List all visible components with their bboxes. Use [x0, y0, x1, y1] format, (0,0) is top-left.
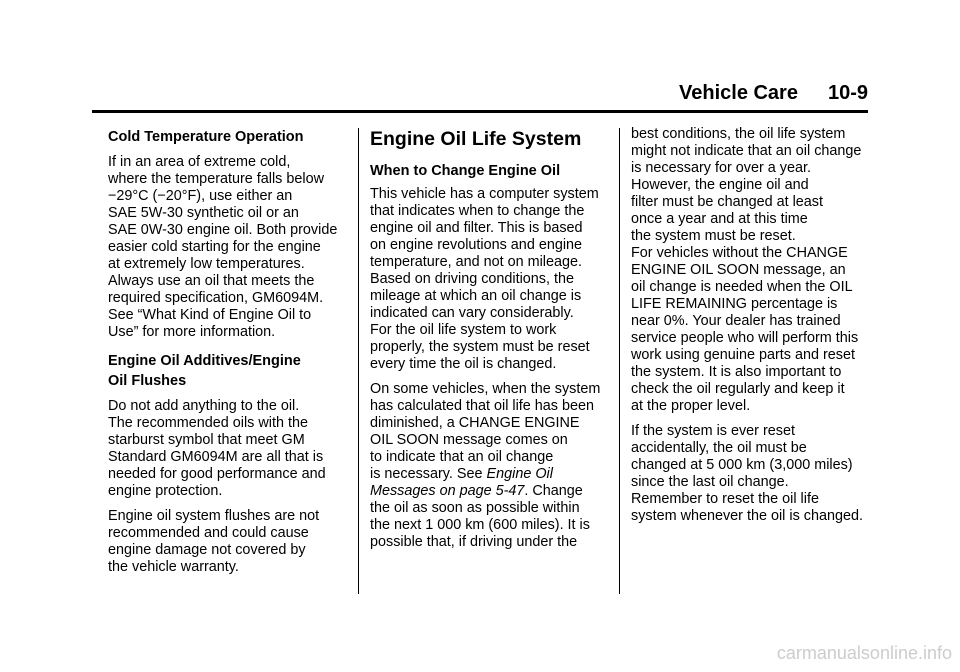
oil-life-system-title: Engine Oil Life System: [370, 128, 582, 150]
reset-accidentally-paragraph: If the system is ever reset accidentally, the oil must be changed at 5 000 km (3,000 miles) since the last oil change. Remember to reset the oil life system whenever the oil is changed.: [631, 423, 863, 524]
column-left: [108, 126, 348, 584]
change-message-paragraph: [370, 381, 610, 551]
page-number: 10-9: [827, 82, 868, 104]
cross-reference-link[interactable]: Engine Oil Messages on page 5‑47: [370, 466, 553, 499]
column-middle: [370, 126, 610, 559]
when-to-change-heading: When to Change Engine Oil: [370, 163, 561, 179]
header-rule: [92, 110, 868, 113]
oil-additives-paragraph: Do not add anything to the oil. The recommended oils with the starburst symbol that meet GM Standard GM6094M are all that is needed for good performance and engine protection.: [108, 398, 326, 499]
paragraph-text: On some vehicles, when the system has calculated that oil life has been diminished, a CHANGE ENGINE OIL SOON message comes on to indicate that an oil change is necessary. See: [370, 381, 601, 482]
section-title: Vehicle Care: [679, 82, 798, 104]
cold-temperature-paragraph: If in an area of extreme cold, where the temperature falls below −29°C (−20°F), use either an SAE 5W-30 synthetic oil or an SAE 0W-30 engine oil. Both provide easier cold starting for the engine at extremely low temperatures. Always use an oil that meets the required specification, GM6094M. See “What Kind of Engine Oil to Use” for more information.: [108, 154, 338, 340]
cold-temperature-heading: Cold Temperature Operation: [108, 129, 304, 145]
column-divider: [619, 128, 620, 594]
oil-additives-heading: Engine Oil Additives/Engine Oil Flushes: [108, 353, 301, 389]
oil-flushes-paragraph: Engine oil system flushes are not recommended and could cause engine damage not covered by the vehicle warranty.: [108, 508, 320, 575]
oil-life-intro-paragraph: This vehicle has a computer system that indicates when to change the engine oil and filter. This is based on engine revolutions and engine temperature, and not on mileage. Based on driving conditions, the mileage at which an oil change is indicated can vary considerably. For the oil life system to work properly, the system must be reset every time the oil is changed.: [370, 186, 599, 372]
oil-life-continued-paragraph: best conditions, the oil life system might not indicate that an oil change is necessary for over a year. However, the engine oil and filter must be changed at least once a year and at this time the system must be reset. For vehicles without the CHANGE ENGINE OIL SOON message, an oil change is needed when the OIL LIFE REMAINING percentage is near 0%. Your dealer has trained service people who will perform this work using genuine parts and reset the system. It is also important to check the oil regularly and keep it at the proper level.: [631, 126, 862, 414]
page-header: [679, 82, 868, 105]
paragraph-text: . Change the oil as soon as possible within the next 1 000 km (600 miles). It is possible that, if driving under the: [370, 483, 590, 550]
watermark: carmanualsonline.info: [776, 643, 952, 663]
column-divider: [358, 128, 359, 594]
column-right: [631, 126, 871, 533]
